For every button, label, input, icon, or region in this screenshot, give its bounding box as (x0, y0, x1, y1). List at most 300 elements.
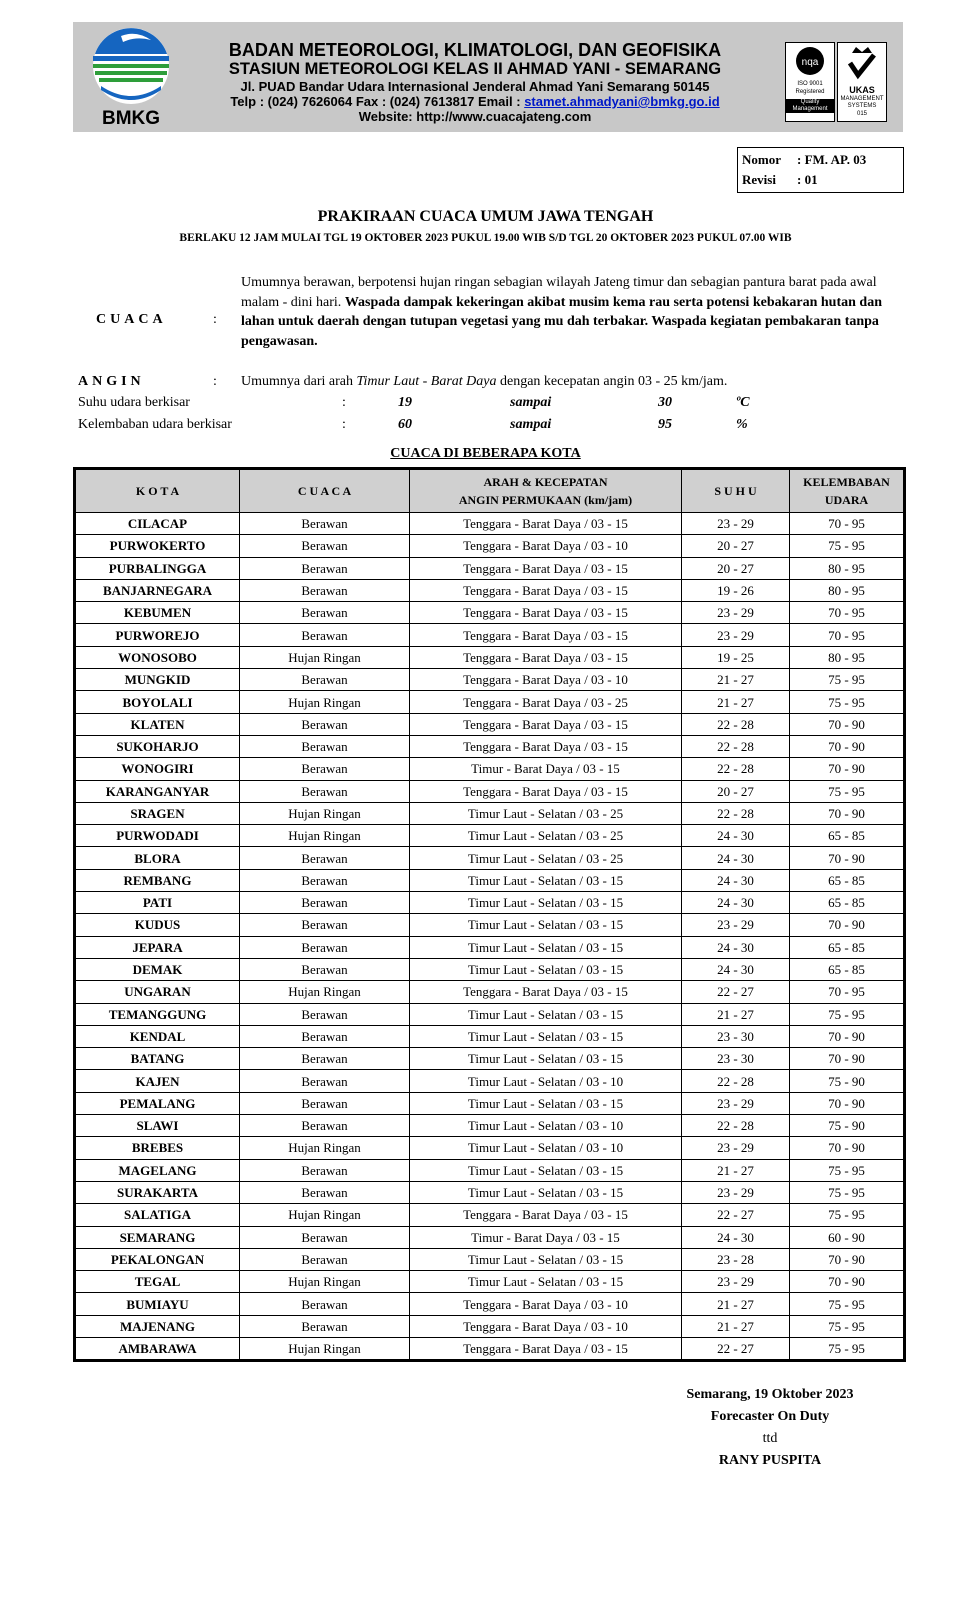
cell-cuaca: Berawan (240, 579, 410, 601)
table-row (76, 669, 904, 691)
cell-suhu: 22 - 28 (682, 802, 790, 824)
cell-kota: BOYOLALI (76, 691, 240, 713)
angin-direction: Timur Laut - Barat Daya (356, 374, 497, 389)
cell-kota: KARANGANYAR (76, 780, 240, 802)
cell-kelembaban: 75 - 95 (790, 1337, 904, 1359)
revisi-value: : 01 (797, 172, 818, 187)
cell-cuaca: Berawan (240, 669, 410, 691)
cell-kelembaban: 75 - 95 (790, 1315, 904, 1337)
table-row (76, 1271, 904, 1293)
angin-label: ANGIN (78, 374, 145, 389)
cell-kelembaban: 75 - 95 (790, 1293, 904, 1315)
cell-kelembaban: 70 - 95 (790, 513, 904, 535)
cell-suhu: 21 - 27 (682, 1293, 790, 1315)
kelembaban-colon: : (342, 417, 346, 432)
cell-kelembaban: 65 - 85 (790, 958, 904, 980)
cell-kelembaban: 70 - 90 (790, 1271, 904, 1293)
cell-cuaca: Berawan (240, 847, 410, 869)
cell-kota: BATANG (76, 1048, 240, 1070)
angin-suffix: dengan kecepatan angin 03 - 25 km/jam. (496, 374, 728, 389)
cell-kelembaban: 70 - 90 (790, 735, 904, 757)
nomor-row (742, 152, 866, 168)
cell-cuaca: Berawan (240, 1115, 410, 1137)
suhu-max: 30 (658, 395, 672, 410)
bmkg-logo-icon (81, 26, 181, 108)
document-number-box (737, 147, 904, 193)
cell-kelembaban: 70 - 90 (790, 758, 904, 780)
signature-ttd: ttd (762, 1431, 778, 1446)
cell-kota: KUDUS (76, 914, 240, 936)
kelembaban-label: Kelembaban udara berkisar (78, 417, 232, 432)
cell-suhu: 24 - 30 (682, 847, 790, 869)
cell-suhu: 22 - 27 (682, 981, 790, 1003)
suhu-word: sampai (510, 395, 552, 410)
cert2-line: UKAS (849, 85, 875, 95)
cell-kelembaban: 70 - 95 (790, 624, 904, 646)
cell-kelembaban: 75 - 95 (790, 669, 904, 691)
cell-angin: Tenggara - Barat Daya / 03 - 15 (410, 1204, 682, 1226)
cell-kota: BREBES (76, 1137, 240, 1159)
cell-kelembaban: 75 - 95 (790, 1159, 904, 1181)
cell-kota: MAGELANG (76, 1159, 240, 1181)
cell-kelembaban: 70 - 90 (790, 1092, 904, 1114)
cell-suhu: 19 - 25 (682, 646, 790, 668)
cell-kelembaban: 70 - 90 (790, 802, 904, 824)
cell-suhu: 23 - 30 (682, 1048, 790, 1070)
angin-description (241, 374, 727, 390)
cell-cuaca: Hujan Ringan (240, 646, 410, 668)
signature-name: RANY PUSPITA (718, 1453, 822, 1468)
table-row (76, 914, 904, 936)
cell-suhu: 19 - 26 (682, 579, 790, 601)
kelembaban-row (78, 417, 898, 437)
cell-angin: Tenggara - Barat Daya / 03 - 15 (410, 780, 682, 802)
cell-suhu: 23 - 29 (682, 914, 790, 936)
cell-angin: Timur Laut - Selatan / 03 - 15 (410, 914, 682, 936)
table-row (76, 847, 904, 869)
cell-kota: UNGARAN (76, 981, 240, 1003)
cell-cuaca: Berawan (240, 1293, 410, 1315)
cell-angin: Tenggara - Barat Daya / 03 - 15 (410, 513, 682, 535)
cell-suhu: 20 - 27 (682, 557, 790, 579)
cell-angin: Timur Laut - Selatan / 03 - 15 (410, 1181, 682, 1203)
cell-suhu: 24 - 30 (682, 869, 790, 891)
cell-suhu: 21 - 27 (682, 1003, 790, 1025)
kelembaban-min: 60 (398, 417, 412, 432)
cell-suhu: 24 - 30 (682, 958, 790, 980)
cell-kota: SLAWI (76, 1115, 240, 1137)
table-row (76, 936, 904, 958)
cell-angin: Timur Laut - Selatan / 03 - 10 (410, 1115, 682, 1137)
table-row (76, 1115, 904, 1137)
iso-cert-badge (785, 42, 835, 122)
cert1-line: ISO 9001 (797, 81, 823, 87)
table-row (76, 958, 904, 980)
cell-suhu: 20 - 27 (682, 535, 790, 557)
suhu-unit: ºC (736, 395, 750, 410)
cell-suhu: 23 - 29 (682, 1092, 790, 1114)
cell-kelembaban: 70 - 90 (790, 1248, 904, 1270)
cell-angin: Timur Laut - Selatan / 03 - 15 (410, 1003, 682, 1025)
cert1-line: Quality (786, 99, 834, 106)
header-kelembaban-line1: KELEMBABAN (803, 475, 890, 489)
cell-kota: MAJENANG (76, 1315, 240, 1337)
cell-kota: SEMARANG (76, 1226, 240, 1248)
cell-angin: Tenggara - Barat Daya / 03 - 10 (410, 535, 682, 557)
cell-kota: KENDAL (76, 1025, 240, 1047)
cell-kota: PURWOREJO (76, 624, 240, 646)
cell-suhu: 23 - 29 (682, 624, 790, 646)
cell-cuaca: Berawan (240, 780, 410, 802)
cuaca-warning: Waspada dampak kekeringan akibat musim kema rau serta potensi kebakaran hutan dan lahan untuk daerah dengan tutupan vegetasi yang mu dah terbakar. Waspada kegiatan pembakaran tanpa pengawasan. (241, 294, 882, 349)
cell-cuaca: Berawan (240, 958, 410, 980)
cell-kota: KLATEN (76, 713, 240, 735)
validity-period: BERLAKU 12 JAM MULAI TGL 19 OKTOBER 2023 PUKUL 19.00 WIB S/D TGL 20 OKTOBER 2023 PUKUL 07.00 WIB (179, 232, 792, 244)
cell-cuaca: Berawan (240, 735, 410, 757)
cell-kelembaban: 75 - 95 (790, 1204, 904, 1226)
header-angin-line2: ANGIN PERMUKAAN (km/jam) (458, 493, 633, 507)
cell-kota: WONOGIRI (76, 758, 240, 780)
cell-suhu: 23 - 29 (682, 1137, 790, 1159)
cell-kota: PURWOKERTO (76, 535, 240, 557)
document-title: PRAKIRAAN CUACA UMUM JAWA TENGAH (317, 208, 654, 225)
cell-kota: CILACAP (76, 513, 240, 535)
table-row (76, 535, 904, 557)
cell-cuaca: Berawan (240, 602, 410, 624)
cell-angin: Tenggara - Barat Daya / 03 - 15 (410, 981, 682, 1003)
cell-cuaca: Berawan (240, 713, 410, 735)
table-row (76, 1293, 904, 1315)
table-title: CUACA DI BEBERAPA KOTA (390, 446, 581, 461)
table-row (76, 513, 904, 535)
cell-suhu: 23 - 29 (682, 1271, 790, 1293)
cell-cuaca: Hujan Ringan (240, 825, 410, 847)
cell-cuaca: Hujan Ringan (240, 691, 410, 713)
table-row (76, 825, 904, 847)
cell-kota: KAJEN (76, 1070, 240, 1092)
cell-angin: Timur Laut - Selatan / 03 - 15 (410, 1025, 682, 1047)
nomor-value: : FM. AP. 03 (797, 152, 867, 167)
header-angin-line1: ARAH & KECEPATAN (483, 475, 608, 489)
table-row (76, 1181, 904, 1203)
suhu-min: 19 (398, 395, 412, 410)
cell-cuaca: Berawan (240, 1159, 410, 1181)
table-row (76, 758, 904, 780)
table-row (76, 691, 904, 713)
cert1-line: Registered (795, 89, 825, 95)
cell-angin: Tenggara - Barat Daya / 03 - 15 (410, 1337, 682, 1359)
cell-kelembaban: 80 - 95 (790, 579, 904, 601)
suhu-colon: : (342, 395, 346, 410)
table-header-row (76, 470, 904, 513)
table-row (76, 1315, 904, 1337)
cell-suhu: 22 - 28 (682, 758, 790, 780)
cell-suhu: 22 - 28 (682, 735, 790, 757)
cell-cuaca: Hujan Ringan (240, 1204, 410, 1226)
cell-cuaca: Berawan (240, 1315, 410, 1337)
cell-kota: PURBALINGGA (76, 557, 240, 579)
station-name: STASIUN METEOROLOGI KELAS II AHMAD YANI - SEMARANG (228, 60, 722, 78)
cell-angin: Tenggara - Barat Daya / 03 - 15 (410, 735, 682, 757)
cell-cuaca: Berawan (240, 1003, 410, 1025)
cell-kelembaban: 75 - 95 (790, 535, 904, 557)
cell-kelembaban: 70 - 95 (790, 602, 904, 624)
cell-cuaca: Berawan (240, 1070, 410, 1092)
cell-kelembaban: 70 - 90 (790, 914, 904, 936)
cell-kota: WONOSOBO (76, 646, 240, 668)
revisi-label: Revisi (742, 172, 776, 187)
cell-kota: DEMAK (76, 958, 240, 980)
cell-cuaca: Berawan (240, 1181, 410, 1203)
cell-angin: Timur Laut - Selatan / 03 - 15 (410, 1092, 682, 1114)
cell-angin: Tenggara - Barat Daya / 03 - 10 (410, 1315, 682, 1337)
table-row (76, 1137, 904, 1159)
cell-suhu: 23 - 29 (682, 602, 790, 624)
cell-suhu: 22 - 27 (682, 1204, 790, 1226)
cell-cuaca: Berawan (240, 914, 410, 936)
cell-cuaca: Berawan (240, 1226, 410, 1248)
table-row (76, 1070, 904, 1092)
cuaca-label: CUACA (96, 312, 167, 327)
cell-cuaca: Hujan Ringan (240, 981, 410, 1003)
cell-suhu: 24 - 30 (682, 1226, 790, 1248)
cell-angin: Tenggara - Barat Daya / 03 - 15 (410, 579, 682, 601)
ukas-cert-badge (837, 42, 887, 122)
cell-suhu: 23 - 29 (682, 1181, 790, 1203)
cell-suhu: 20 - 27 (682, 780, 790, 802)
cell-angin: Timur Laut - Selatan / 03 - 10 (410, 1137, 682, 1159)
cuaca-text-normal: Umumnya berawan, berpotensi hujan ringan sebagian wilayah Jateng timur dan sebagian pantura barat pada awal malam - dini hari. (241, 275, 877, 310)
header-kelembaban (790, 470, 904, 513)
cell-cuaca: Berawan (240, 892, 410, 914)
cell-kota: MUNGKID (76, 669, 240, 691)
cell-angin: Timur Laut - Selatan / 03 - 15 (410, 936, 682, 958)
table-row (76, 869, 904, 891)
table-body (76, 513, 904, 1360)
cell-kota: TEMANGGUNG (76, 1003, 240, 1025)
cell-angin: Tenggara - Barat Daya / 03 - 25 (410, 691, 682, 713)
cell-suhu: 23 - 28 (682, 1248, 790, 1270)
agency-name: BADAN METEOROLOGI, KLIMATOLOGI, DAN GEOFISIKA (228, 40, 722, 60)
cell-angin: Timur Laut - Selatan / 03 - 25 (410, 802, 682, 824)
kelembaban-max: 95 (658, 417, 672, 432)
cell-cuaca: Berawan (240, 513, 410, 535)
cert1-line: Management (786, 106, 834, 113)
cell-angin: Tenggara - Barat Daya / 03 - 15 (410, 557, 682, 579)
cell-cuaca: Berawan (240, 936, 410, 958)
cell-kelembaban: 65 - 85 (790, 825, 904, 847)
cell-kota: PURWODADI (76, 825, 240, 847)
angin-prefix: Umumnya dari arah (241, 374, 357, 389)
cell-angin: Timur Laut - Selatan / 03 - 25 (410, 847, 682, 869)
cell-angin: Tenggara - Barat Daya / 03 - 10 (410, 669, 682, 691)
cell-suhu: 22 - 27 (682, 1337, 790, 1359)
cell-kota: JEPARA (76, 936, 240, 958)
cell-kota: SURAKARTA (76, 1181, 240, 1203)
cell-kelembaban: 75 - 95 (790, 691, 904, 713)
agency-info (185, 40, 765, 124)
cell-suhu: 22 - 28 (682, 1115, 790, 1137)
cell-kelembaban: 65 - 85 (790, 936, 904, 958)
signature-place-date: Semarang, 19 Oktober 2023 (686, 1387, 854, 1402)
cell-angin: Timur Laut - Selatan / 03 - 15 (410, 892, 682, 914)
cell-angin: Timur Laut - Selatan / 03 - 15 (410, 1271, 682, 1293)
table-row (76, 735, 904, 757)
cell-cuaca: Hujan Ringan (240, 1137, 410, 1159)
bmkg-logo (81, 26, 181, 130)
cell-cuaca: Berawan (240, 1248, 410, 1270)
cell-kelembaban: 75 - 95 (790, 780, 904, 802)
table-row (76, 646, 904, 668)
cell-kelembaban: 80 - 95 (790, 557, 904, 579)
cuaca-colon: : (213, 312, 217, 327)
cell-kota: REMBANG (76, 869, 240, 891)
cell-kota: SUKOHARJO (76, 735, 240, 757)
table-row (76, 981, 904, 1003)
cell-cuaca: Berawan (240, 624, 410, 646)
cell-cuaca: Hujan Ringan (240, 1337, 410, 1359)
cell-kota: PEMALANG (76, 1092, 240, 1114)
cell-angin: Timur Laut - Selatan / 03 - 15 (410, 1159, 682, 1181)
cell-angin: Timur Laut - Selatan / 03 - 15 (410, 869, 682, 891)
table-row (76, 1025, 904, 1047)
cell-suhu: 23 - 30 (682, 1025, 790, 1047)
contact-line (185, 94, 765, 109)
cell-kota: TEGAL (76, 1271, 240, 1293)
header-angin (410, 470, 682, 513)
cell-angin: Timur Laut - Selatan / 03 - 25 (410, 825, 682, 847)
nqa-icon (786, 43, 834, 79)
cell-suhu: 21 - 27 (682, 669, 790, 691)
cell-kelembaban: 70 - 90 (790, 847, 904, 869)
website-line: Website: http://www.cuacajateng.com (358, 109, 592, 124)
table-row (76, 713, 904, 735)
crown-check-icon (838, 43, 886, 83)
cell-cuaca: Berawan (240, 535, 410, 557)
cell-cuaca: Berawan (240, 1048, 410, 1070)
cell-suhu: 22 - 28 (682, 713, 790, 735)
table-row (76, 892, 904, 914)
table-row (76, 780, 904, 802)
cell-kota: SRAGEN (76, 802, 240, 824)
table-row (76, 624, 904, 646)
cell-angin: Tenggara - Barat Daya / 03 - 15 (410, 646, 682, 668)
table-row (76, 1248, 904, 1270)
logo-text: BMKG (101, 108, 161, 129)
signature-role: Forecaster On Duty (710, 1409, 830, 1424)
cell-kota: AMBARAWA (76, 1337, 240, 1359)
cell-angin: Tenggara - Barat Daya / 03 - 15 (410, 602, 682, 624)
revisi-row (742, 172, 818, 188)
cell-angin: Timur - Barat Daya / 03 - 15 (410, 1226, 682, 1248)
table-row (76, 602, 904, 624)
cell-suhu: 21 - 27 (682, 691, 790, 713)
cell-suhu: 23 - 29 (682, 513, 790, 535)
suhu-row (78, 395, 898, 415)
header-kota: K O T A (76, 470, 240, 513)
cert2-line: SYSTEMS (847, 103, 877, 109)
cell-angin: Timur Laut - Selatan / 03 - 15 (410, 1248, 682, 1270)
cell-kota: BLORA (76, 847, 240, 869)
cell-angin: Timur Laut - Selatan / 03 - 15 (410, 958, 682, 980)
cell-kelembaban: 65 - 85 (790, 869, 904, 891)
cell-angin: Timur Laut - Selatan / 03 - 10 (410, 1070, 682, 1092)
cell-suhu: 21 - 27 (682, 1159, 790, 1181)
cuaca-description (241, 273, 901, 351)
letterhead (73, 22, 903, 132)
cell-kelembaban: 75 - 95 (790, 1003, 904, 1025)
table-row (76, 1337, 904, 1359)
cell-kota: KEBUMEN (76, 602, 240, 624)
cert2-line: MANAGEMENT (840, 96, 884, 102)
cell-kota: BANJARNEGARA (76, 579, 240, 601)
cell-angin: Tenggara - Barat Daya / 03 - 15 (410, 713, 682, 735)
table-row (76, 802, 904, 824)
angin-colon: : (213, 374, 217, 389)
cell-kota: PATI (76, 892, 240, 914)
cell-cuaca: Berawan (240, 758, 410, 780)
table-row (76, 1048, 904, 1070)
cell-kota: BUMIAYU (76, 1293, 240, 1315)
cell-cuaca: Berawan (240, 1025, 410, 1047)
cell-kelembaban: 65 - 85 (790, 892, 904, 914)
city-forecast-table (73, 467, 906, 1362)
nomor-label: Nomor (742, 152, 781, 167)
cell-kelembaban: 75 - 95 (790, 1181, 904, 1203)
cell-suhu: 21 - 27 (682, 1315, 790, 1337)
kelembaban-word: sampai (510, 417, 552, 432)
cell-kelembaban: 70 - 90 (790, 1025, 904, 1047)
cell-kelembaban: 80 - 95 (790, 646, 904, 668)
table-row (76, 1226, 904, 1248)
table-row (76, 579, 904, 601)
cert1-logo-text: nqa (801, 57, 819, 68)
table-row (76, 1159, 904, 1181)
cell-suhu: 24 - 30 (682, 892, 790, 914)
cell-angin: Tenggara - Barat Daya / 03 - 15 (410, 624, 682, 646)
cell-kelembaban: 70 - 90 (790, 1048, 904, 1070)
kelembaban-unit: % (736, 417, 748, 432)
cell-suhu: 24 - 30 (682, 936, 790, 958)
table-row (76, 1003, 904, 1025)
table-row (76, 1204, 904, 1226)
email-link[interactable]: stamet.ahmadyani@bmkg.go.id (524, 94, 720, 109)
cell-kelembaban: 75 - 90 (790, 1115, 904, 1137)
cell-cuaca: Hujan Ringan (240, 802, 410, 824)
cell-kelembaban: 70 - 90 (790, 713, 904, 735)
cell-cuaca: Berawan (240, 869, 410, 891)
cell-kelembaban: 70 - 95 (790, 981, 904, 1003)
cell-kota: PEKALONGAN (76, 1248, 240, 1270)
cell-kelembaban: 70 - 90 (790, 1137, 904, 1159)
cell-suhu: 24 - 30 (682, 825, 790, 847)
table-row (76, 557, 904, 579)
table-row (76, 1092, 904, 1114)
cell-cuaca: Hujan Ringan (240, 1271, 410, 1293)
header-kelembaban-line2: UDARA (824, 493, 869, 507)
cell-kota: SALATIGA (76, 1204, 240, 1226)
cell-cuaca: Berawan (240, 557, 410, 579)
suhu-label: Suhu udara berkisar (78, 395, 190, 410)
cell-cuaca: Berawan (240, 1092, 410, 1114)
header-suhu: S U H U (682, 470, 790, 513)
header-cuaca: C U A C A (240, 470, 410, 513)
station-address: Jl. PUAD Bandar Udara Internasional Jenderal Ahmad Yani Semarang 50145 (240, 79, 710, 94)
cell-suhu: 22 - 28 (682, 1070, 790, 1092)
cell-angin: Timur - Barat Daya / 03 - 15 (410, 758, 682, 780)
cell-angin: Timur Laut - Selatan / 03 - 15 (410, 1048, 682, 1070)
cell-angin: Tenggara - Barat Daya / 03 - 10 (410, 1293, 682, 1315)
